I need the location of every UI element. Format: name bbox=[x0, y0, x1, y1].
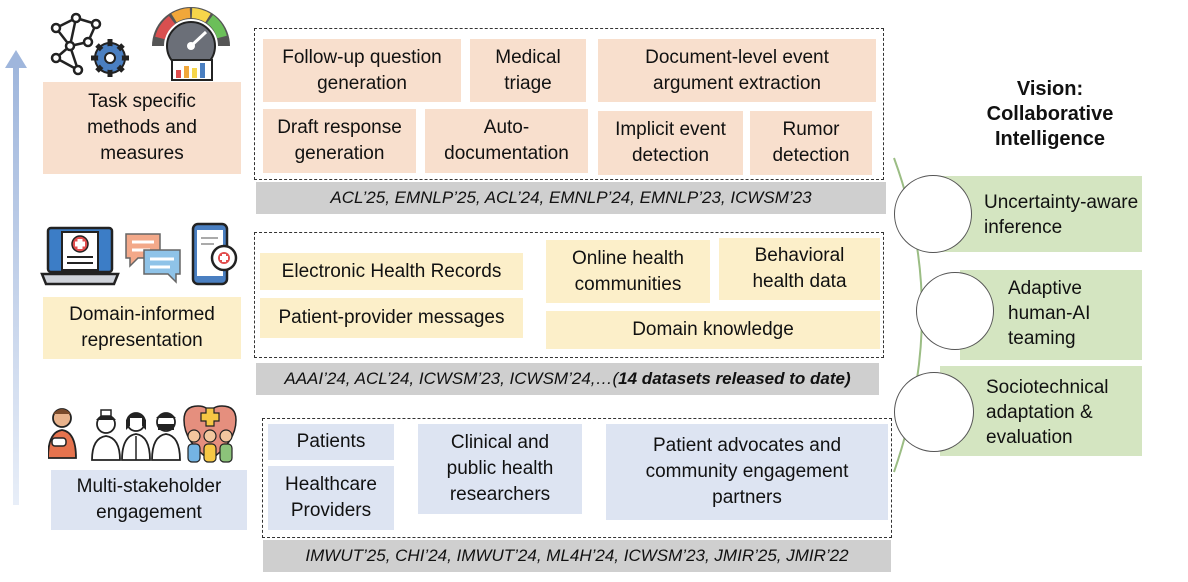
domain-layer-label: Domain-informed representation bbox=[43, 297, 241, 359]
task-item-implicit-event-detection: Implicit event detection bbox=[598, 111, 743, 175]
domain-item-online-health-communities: Online health communities bbox=[546, 240, 710, 303]
vision-item-adaptive-human-ai-teaming: Adaptive human-AI teaming bbox=[1008, 278, 1091, 349]
health-record-laptop-icon bbox=[40, 226, 120, 290]
stakeholder-item-healthcare-providers: Healthcare Providers bbox=[268, 466, 394, 530]
task-item-event-argument-extraction: Document-level event argument extraction bbox=[598, 39, 876, 102]
domain-item-domain-knowledge: Domain knowledge bbox=[546, 311, 880, 349]
medical-phone-icon bbox=[190, 222, 240, 288]
chat-bubbles-icon bbox=[122, 230, 184, 286]
vision-title: Vision: Collaborative Intelligence bbox=[986, 78, 1114, 150]
stakeholder-people-icon bbox=[48, 400, 244, 464]
gauge-chart-icon bbox=[150, 4, 232, 82]
neural-network-gear-icon bbox=[48, 10, 134, 80]
task-item-medical-triage: Medical triage bbox=[470, 39, 586, 102]
stakeholder-layer-label: Multi-stakeholder engagement bbox=[51, 470, 247, 530]
task-item-auto-documentation: Auto- documentation bbox=[425, 109, 588, 173]
vision-circle-uncertainty bbox=[894, 175, 972, 253]
stakeholder-item-patient-advocates: Patient advocates and community engagement partners bbox=[606, 424, 888, 520]
domain-item-patient-provider-messages: Patient-provider messages bbox=[260, 298, 523, 338]
task-citations: ACL’25, EMNLP’25, ACL’24, EMNLP’24, EMNLP’23, ICWSM’23 bbox=[256, 182, 886, 214]
stakeholder-citations: IMWUT’25, CHI’24, IMWUT’24, ML4H’24, ICWSM’23, JMIR’25, JMIR’22 bbox=[263, 540, 891, 572]
task-item-rumor-detection: Rumor detection bbox=[750, 111, 872, 175]
task-layer-label: Task specific methods and measures bbox=[43, 82, 241, 174]
vision-item-sociotechnical-adaptation: Sociotechnical adaptation & evaluation bbox=[986, 377, 1109, 448]
domain-citations bbox=[256, 363, 879, 395]
vision-item-uncertainty-aware-inference: Uncertainty-aware inference bbox=[984, 192, 1139, 238]
domain-citations-text: AAAI’24, ACL’24, ICWSM’23, ICWSM’24,…( bbox=[284, 369, 619, 388]
upward-arrow-icon bbox=[4, 50, 28, 505]
vision-circle-adaptive bbox=[916, 272, 994, 350]
datasets-released-note: 14 datasets released to date) bbox=[618, 369, 851, 388]
task-item-follow-up-question: Follow-up question generation bbox=[263, 39, 461, 102]
vision-circle-sociotechnical bbox=[894, 372, 974, 452]
task-item-draft-response: Draft response generation bbox=[263, 109, 416, 173]
domain-item-behavioral-health-data: Behavioral health data bbox=[719, 238, 880, 300]
stakeholder-item-patients: Patients bbox=[268, 424, 394, 460]
stakeholder-item-researchers: Clinical and public health researchers bbox=[418, 424, 582, 514]
domain-item-ehr: Electronic Health Records bbox=[260, 253, 523, 290]
